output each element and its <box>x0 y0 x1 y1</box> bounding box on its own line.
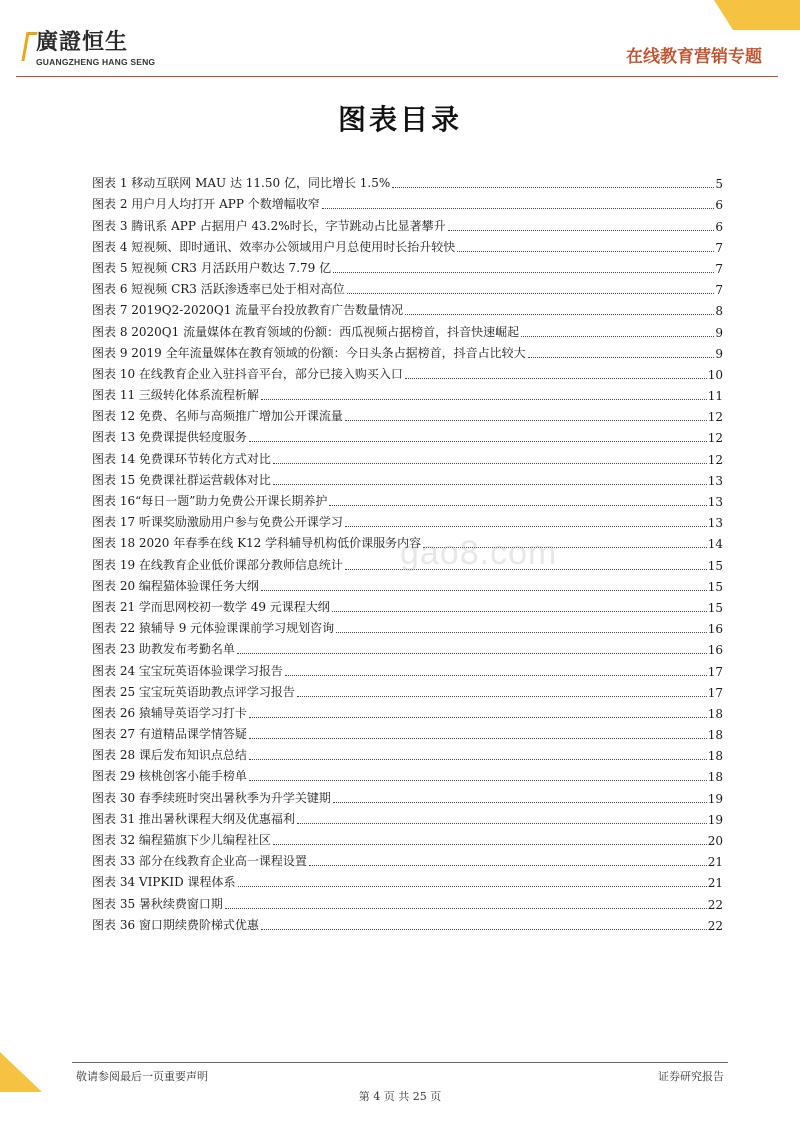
toc-entry-page: 13 <box>707 516 723 531</box>
toc-entry-page: 5 <box>715 177 723 192</box>
toc-entry-page: 8 <box>715 304 723 319</box>
toc-entry-page: 16 <box>707 622 723 637</box>
toc-entry[interactable] <box>92 234 723 255</box>
report-topic: 在线教育营销专题 <box>626 47 762 67</box>
toc-dot-leader <box>457 251 714 252</box>
toc-entry-label: 图表 30 春季续班时突出暑秋季为升学关键期 <box>92 790 331 805</box>
toc-entry-page: 10 <box>707 367 723 382</box>
toc-entry-page: 13 <box>707 495 723 509</box>
toc-entry[interactable] <box>92 467 723 488</box>
toc-dot-leader <box>249 780 707 781</box>
toc-entry-label: 图表 20 编程猫体验课任务大纲 <box>92 578 259 593</box>
toc-entry-page: 15 <box>707 600 723 615</box>
toc-entry-label: 图表 7 2019Q2-2020Q1 流量平台投放教育广告数量情况 <box>92 303 404 318</box>
toc-entry-label: 图表 5 短视频 CR3 月活跃用户数达 7.79 亿 <box>92 260 332 275</box>
toc-entry[interactable] <box>92 721 723 742</box>
toc-entry-label: 图表 36 窗口期续费阶梯式优惠 <box>92 917 259 932</box>
toc-entry-label: 图表 17 听课奖励激励用户参与免费公开课学习 <box>92 515 343 530</box>
toc-dot-leader <box>273 844 707 845</box>
toc-entry-label: 图表 29 核桃创客小能手榜单 <box>92 769 247 784</box>
toc-entry-label: 图表 10 在线教育企业入驻抖音平台，部分已接入购买入口 <box>92 366 403 381</box>
toc-entry[interactable] <box>92 297 723 318</box>
toc-entry-label: 图表 22 猿辅导 9 元体验课课前学习规划咨询 <box>92 621 335 636</box>
toc-entry[interactable] <box>92 636 723 657</box>
toc-entry-label: 图表 33 部分在线教育企业高一课程设置 <box>92 854 307 869</box>
toc-entry-page: 21 <box>707 876 723 891</box>
toc-dot-leader <box>528 357 715 358</box>
watermark: gao8.com <box>400 534 558 572</box>
toc-entry[interactable] <box>92 212 723 233</box>
toc-entry-label: 图表 11 三级转化体系流程析解 <box>92 388 259 403</box>
toc-entry[interactable] <box>92 827 723 848</box>
toc-entry[interactable] <box>92 191 723 212</box>
toc-entry[interactable] <box>92 700 723 721</box>
corner-decoration-bottom-left <box>0 1052 42 1092</box>
footer-report-type: 证券研究报告 <box>658 1070 724 1083</box>
toc-dot-leader <box>347 293 715 294</box>
toc-entry-page: 18 <box>707 728 723 743</box>
toc-entry-label: 图表 34 VIPKID 课程体系 <box>92 875 236 890</box>
toc-dot-leader <box>336 632 707 633</box>
toc-entry-page: 12 <box>707 431 723 446</box>
toc-entry-page: 17 <box>707 685 723 700</box>
page-number: 第 4 页 共 25 页 <box>358 1090 442 1103</box>
toc-entry-label: 图表 35 暑秋续费窗口期 <box>92 896 223 911</box>
corner-decoration-top-right <box>714 0 800 30</box>
toc-entry[interactable] <box>92 255 723 276</box>
toc-entry-page: 6 <box>715 198 723 213</box>
toc-entry[interactable] <box>92 424 723 445</box>
toc-entry-page: 15 <box>707 579 723 594</box>
toc-entry[interactable] <box>92 742 723 763</box>
toc-entry-page: 18 <box>707 749 723 764</box>
toc-dot-leader <box>249 717 707 718</box>
toc-entry-label: 图表 31 推出暑秋课程大纲及优惠福利 <box>92 811 295 826</box>
toc-entry-label: 图表 25 宝宝玩英语助教点评学习报告 <box>92 684 295 699</box>
logo-chinese-name: 廣證恒生 <box>36 30 129 55</box>
toc-dot-leader <box>521 336 714 337</box>
toc-entry[interactable] <box>92 445 723 466</box>
toc-entry-label: 图表 24 宝宝玩英语体验课学习报告 <box>92 663 283 678</box>
toc-entry[interactable] <box>92 170 723 191</box>
toc-entry[interactable] <box>92 657 723 678</box>
toc-entry-label: 图表 21 学而思网校初一数学 49 元课程大纲 <box>92 599 330 614</box>
toc-entry-page: 12 <box>707 452 723 467</box>
toc-entry-label: 图表 8 2020Q1 流量媒体在教育领域的份额：西瓜视频占据榜首，抖音快速崛起 <box>92 324 520 339</box>
toc-entry-label: 图表 18 2020 年春季在线 K12 学科辅导机构低价课服务内容 <box>92 536 422 551</box>
toc-dot-leader <box>225 908 707 909</box>
toc-dot-leader <box>345 420 707 421</box>
toc-entry[interactable] <box>92 594 723 615</box>
toc-entry[interactable] <box>92 763 723 784</box>
toc-dot-leader <box>238 886 707 887</box>
toc-dot-leader <box>261 590 707 591</box>
toc-entry-page: 12 <box>707 410 723 425</box>
logo-english-name: GUANGZHENG HANG SENG <box>36 57 156 67</box>
toc-entry[interactable] <box>92 869 723 890</box>
header-divider <box>16 76 778 77</box>
toc-entry[interactable] <box>92 318 723 339</box>
toc-entry[interactable] <box>92 403 723 424</box>
toc-entry-label: 图表 14 免费课环节转化方式对比 <box>92 451 271 466</box>
toc-entry-label: 图表 32 编程猫旗下少儿编程社区 <box>92 833 271 847</box>
toc-entry-label: 图表 27 有道精品课学情答疑 <box>92 727 247 742</box>
toc-entry-label: 图表 2 用户月人均打开 APP 个数增幅收窄 <box>92 197 320 212</box>
toc-entry-label: 图表 28 课后发布知识点总结 <box>92 748 247 763</box>
toc-entry-label: 图表 16“每日一题”助力免费公开课长期养护 <box>92 494 328 508</box>
footer-divider <box>72 1062 728 1063</box>
toc-dot-leader <box>297 696 707 697</box>
toc-entry[interactable] <box>92 848 723 869</box>
toc-dot-leader <box>392 187 714 188</box>
toc-entry[interactable] <box>92 276 723 297</box>
toc-entry[interactable] <box>92 890 723 911</box>
footer-disclaimer-note: 敬请参阅最后一页重要声明 <box>76 1070 208 1083</box>
toc-dot-leader <box>345 526 707 527</box>
toc-entry-label: 图表 6 短视频 CR3 活跃渗透率已处于相对高位 <box>92 282 345 297</box>
toc-entry-page: 16 <box>707 643 723 658</box>
toc-entry[interactable] <box>92 488 723 509</box>
toc-dot-leader <box>322 208 715 209</box>
toc-entry[interactable] <box>92 382 723 403</box>
toc-entry-page: 9 <box>715 346 723 361</box>
toc-entry-page: 18 <box>707 770 723 785</box>
toc-dot-leader <box>249 759 707 760</box>
toc-dot-leader <box>405 378 707 379</box>
toc-entry-page: 19 <box>707 791 723 806</box>
toc-entry-page: 9 <box>715 325 723 340</box>
toc-dot-leader <box>405 314 714 315</box>
toc-entry[interactable] <box>92 912 723 933</box>
toc-entry-label: 图表 1 移动互联网 MAU 达 11.50 亿，同比增长 1.5% <box>92 176 391 191</box>
toc-entry-label: 图表 4 短视频、即时通讯、效率办公领域用户月总使用时长抬升较快 <box>92 239 456 254</box>
toc-entry-page: 15 <box>707 558 723 573</box>
toc-dot-leader <box>285 675 707 676</box>
toc-dot-leader <box>332 611 707 612</box>
toc-dot-leader <box>309 865 707 866</box>
toc-entry-page: 13 <box>707 473 723 488</box>
toc-entry-page: 18 <box>707 706 723 721</box>
toc-entry-label: 图表 26 猿辅导英语学习打卡 <box>92 705 247 720</box>
toc-entry-page: 7 <box>715 240 723 255</box>
toc-entry[interactable] <box>92 509 723 530</box>
toc-entry-page: 20 <box>707 834 723 848</box>
toc-entry-page: 22 <box>707 897 723 912</box>
toc-entry-label: 图表 15 免费课社群运营载体对比 <box>92 472 271 487</box>
toc-entry[interactable] <box>92 806 723 827</box>
toc-dot-leader <box>273 484 707 485</box>
toc-entry-page: 7 <box>715 261 723 276</box>
toc-entry-page: 6 <box>715 219 723 234</box>
toc-entry-label: 图表 9 2019 全年流量媒体在教育领域的份额：今日头条占据榜首，抖音占比较大 <box>92 345 526 360</box>
toc-entry-page: 11 <box>707 389 723 404</box>
toc-dot-leader <box>333 802 707 803</box>
toc-entry-page: 21 <box>707 855 723 870</box>
toc-entry-page: 7 <box>715 283 723 298</box>
toc-dot-leader <box>261 399 707 400</box>
toc-dot-leader <box>448 230 715 231</box>
toc-entry[interactable] <box>92 573 723 594</box>
toc-entry-label: 图表 3 腾讯系 APP 占据用户 43.2%时长，字节跳动占比显著攀升 <box>92 218 446 233</box>
toc-dot-leader <box>297 823 707 824</box>
toc-entry-label: 图表 19 在线教育企业低价课部分教师信息统计 <box>92 557 343 572</box>
toc-dot-leader <box>249 738 707 739</box>
toc-entry-label: 图表 13 免费课提供轻度服务 <box>92 430 247 445</box>
toc-dot-leader <box>273 463 707 464</box>
toc-entry-page: 17 <box>707 664 723 679</box>
toc-dot-leader <box>329 505 706 506</box>
toc-entry-page: 19 <box>707 812 723 827</box>
toc-entry[interactable] <box>92 361 723 382</box>
toc-entry[interactable] <box>92 679 723 700</box>
toc-dot-leader <box>249 441 707 442</box>
toc-entry-page: 14 <box>707 537 723 552</box>
toc-entry[interactable] <box>92 340 723 361</box>
toc-entry-label: 图表 23 助教发布考勤名单 <box>92 642 235 657</box>
toc-dot-leader <box>261 929 707 930</box>
toc-entry-label: 图表 12 免费、名师与高频推广增加公开课流量 <box>92 409 343 424</box>
toc-dot-leader <box>237 653 707 654</box>
toc-entry-page: 22 <box>707 918 723 933</box>
company-logo <box>36 30 155 68</box>
toc-dot-leader <box>333 272 714 273</box>
toc-entry[interactable] <box>92 784 723 805</box>
toc-entry[interactable] <box>92 615 723 636</box>
page-title: 图表目录 <box>337 103 462 136</box>
